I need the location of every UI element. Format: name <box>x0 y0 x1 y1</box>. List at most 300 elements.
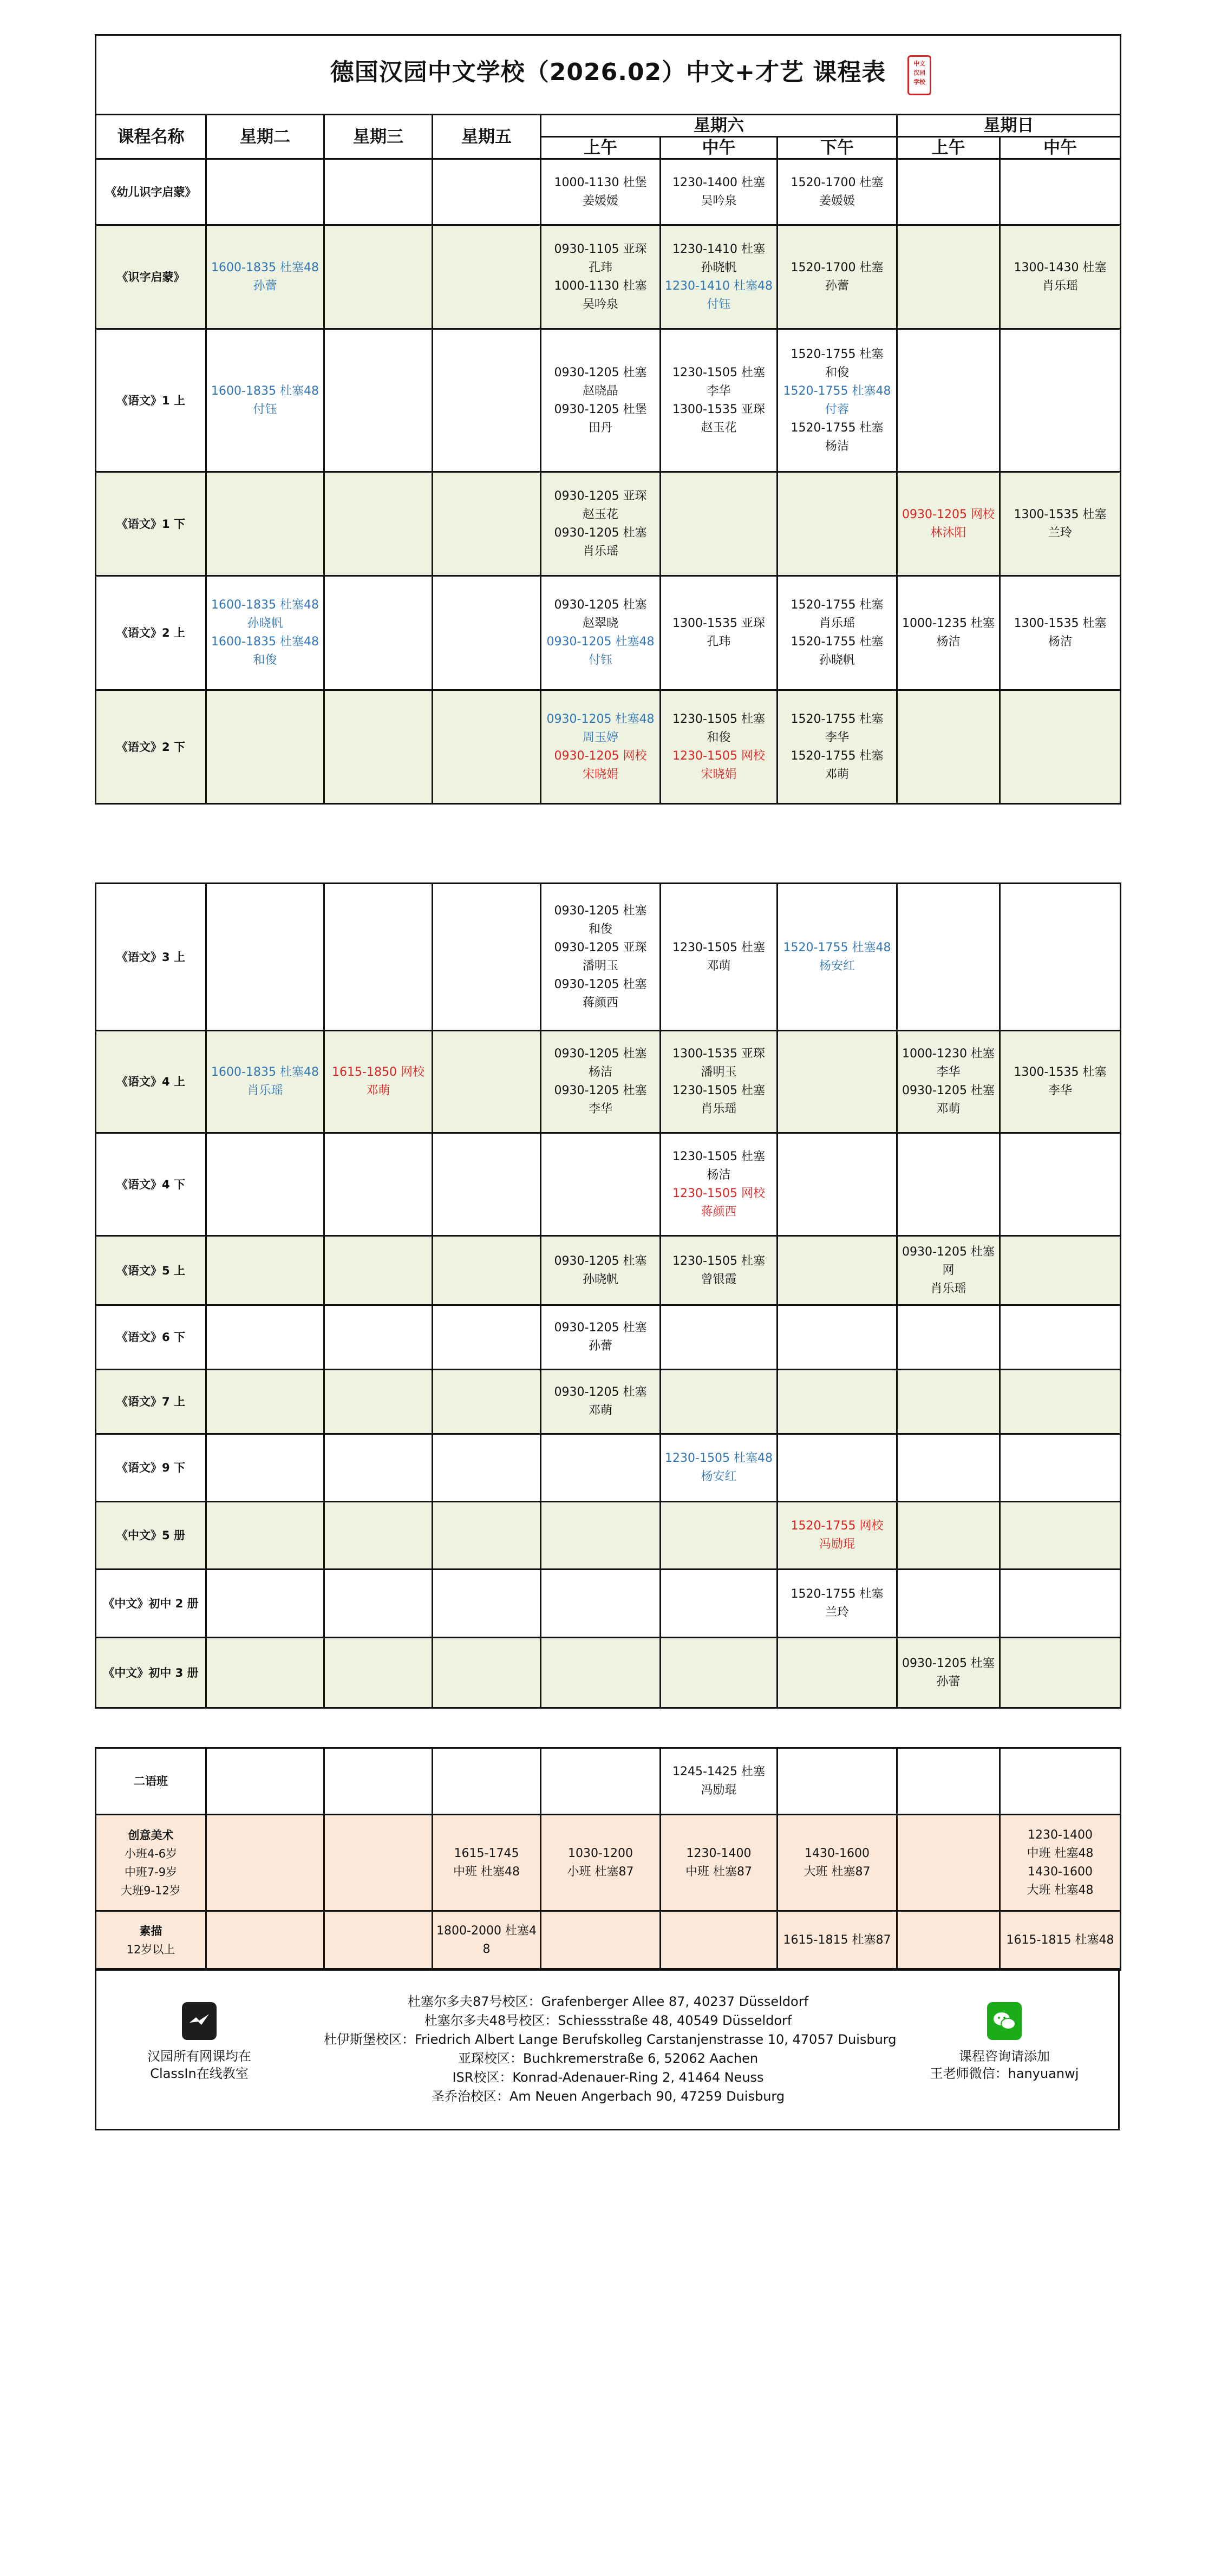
header-friday: 星期五 <box>433 115 541 159</box>
schedule-entry: 付钰 <box>707 297 731 311</box>
schedule-entry: 大班 杜塞87 <box>804 1865 871 1879</box>
schedule-cell <box>541 1502 661 1570</box>
schedule-entry: 邓萌 <box>936 1102 961 1116</box>
schedule-cell <box>206 329 324 472</box>
schedule-cell <box>541 1434 661 1502</box>
schedule-entry: 杨洁 <box>707 1168 731 1182</box>
schedule-cell <box>897 1133 1000 1236</box>
schedule-entry: 赵翠晓 <box>582 617 618 630</box>
schedule-entry: 1230-1505 杜塞 <box>672 1149 765 1163</box>
schedule-entry: 1520-1755 杜塞 <box>791 1587 884 1601</box>
schedule-entry: 0930-1205 网校 <box>902 507 995 521</box>
schedule-cell <box>897 1434 1000 1502</box>
course-name: 中班7-9岁 <box>124 1865 178 1879</box>
table-row <box>96 225 1121 329</box>
schedule-cell <box>541 1911 661 1970</box>
schedule-cell <box>433 1236 541 1305</box>
header-saturday: 星期六 <box>541 115 897 137</box>
course-name-cell <box>96 1236 206 1305</box>
schedule-entry: 周玉婷 <box>582 730 618 744</box>
schedule-cell <box>1000 1815 1121 1911</box>
schedule-entry: 冯励琨 <box>819 1538 855 1551</box>
schedule-cell <box>324 1638 433 1708</box>
schedule-cell <box>433 576 541 690</box>
schedule-entry: 曾银霞 <box>701 1272 737 1286</box>
schedule-entry: 0930-1205 杜塞 <box>554 977 647 991</box>
schedule-cell <box>324 472 433 576</box>
schedule-entry: 孙晓帆 <box>582 1272 618 1286</box>
schedule-entry: 肖乐瑶 <box>247 1084 283 1097</box>
header-course-name: 课程名称 <box>96 115 206 159</box>
schedule-cell <box>778 1434 897 1502</box>
schedule-entry: 1600-1835 杜塞48 <box>211 598 319 612</box>
schedule-cell <box>324 159 433 225</box>
schedule-cell <box>433 225 541 329</box>
schedule-entry: 李华 <box>825 730 849 744</box>
table-row <box>96 690 1121 804</box>
schedule-cell <box>206 1370 324 1434</box>
schedule-body-primary <box>96 159 1121 804</box>
schedule-cell <box>324 1370 433 1434</box>
table-row <box>96 1031 1121 1133</box>
schedule-entry: 0930-1205 杜塞 <box>554 1047 647 1061</box>
schedule-entry: 1520-1755 杜塞 <box>791 749 884 763</box>
schedule-body-arts <box>96 1748 1121 1970</box>
schedule-cell <box>661 1502 778 1570</box>
course-name-cell <box>96 1434 206 1502</box>
course-name-cell <box>96 159 206 225</box>
address-line: 亚琛校区：Buchkremerstraße 6, 52062 Aachen <box>458 2051 759 2066</box>
schedule-cell <box>1000 1638 1121 1708</box>
schedule-cell <box>1000 1133 1121 1236</box>
table-row <box>96 576 1121 690</box>
schedule-cell <box>324 1236 433 1305</box>
schedule-entry: 1520-1755 杜塞 <box>791 421 884 435</box>
course-name: 《语文》4 下 <box>116 1178 185 1191</box>
course-name: 《语文》2 上 <box>116 626 185 639</box>
schedule-cell <box>778 1133 897 1236</box>
schedule-cell <box>1000 576 1121 690</box>
schedule-entry: 1615-1850 网校 <box>332 1065 424 1079</box>
schedule-cell <box>541 884 661 1031</box>
schedule-cell <box>324 225 433 329</box>
course-name: 《幼儿识字启蒙》 <box>105 185 197 199</box>
schedule-entry: 1600-1835 杜塞48 <box>211 260 319 274</box>
schedule-cell <box>661 1638 778 1708</box>
schedule-cell <box>324 690 433 804</box>
schedule-entry: 孙晓帆 <box>819 653 855 667</box>
schedule-cell <box>324 1133 433 1236</box>
schedule-cell <box>206 1236 324 1305</box>
schedule-cell <box>778 690 897 804</box>
course-name: 《识字启蒙》 <box>116 270 185 284</box>
schedule-entry: 0930-1105 亚琛 <box>554 242 647 256</box>
schedule-cell <box>433 159 541 225</box>
schedule-entry: 杨洁 <box>825 439 849 453</box>
schedule-cell <box>778 1638 897 1708</box>
schedule-entry: 孙蕾 <box>936 1675 961 1689</box>
schedule-cell <box>433 1748 541 1815</box>
schedule-entry: 0930-1205 杜塞48 <box>546 635 655 649</box>
schedule-cell <box>433 1638 541 1708</box>
schedule-entry: 肖乐瑶 <box>701 1102 737 1116</box>
schedule-entry: 冯励琨 <box>701 1783 737 1797</box>
schedule-cell <box>897 884 1000 1031</box>
campus-address-list <box>324 1992 897 2106</box>
schedule-entry: 0930-1205 网校 <box>554 749 647 763</box>
schedule-entry: 1245-1425 杜塞 <box>672 1765 765 1779</box>
schedule-entry: 1520-1755 杜塞 <box>791 712 884 726</box>
course-name: 《语文》2 下 <box>116 740 185 754</box>
schedule-entry: 姜媛媛 <box>582 194 618 208</box>
table-row <box>96 472 1121 576</box>
schedule-cell <box>433 1133 541 1236</box>
course-name: 二语班 <box>134 1775 168 1788</box>
schedule-entry: 肖乐瑶 <box>930 1282 966 1296</box>
schedule-cell <box>206 1305 324 1370</box>
schedule-entry: 1230-1505 网校 <box>672 749 765 763</box>
schedule-entry: 1230-1410 杜塞 <box>672 242 765 256</box>
schedule-entry: 付钰 <box>253 402 277 416</box>
schedule-cell <box>324 1911 433 1970</box>
schedule-cell <box>661 1370 778 1434</box>
schedule-entry: 1230-1400 <box>686 1846 752 1860</box>
schedule-entry: 杨安红 <box>819 959 855 973</box>
schedule-entry: 潘明玉 <box>582 959 618 973</box>
course-name: 《语文》5 上 <box>116 1264 185 1277</box>
schedule-entry: 和俊 <box>253 653 277 667</box>
schedule-cell <box>206 472 324 576</box>
schedule-cell <box>897 690 1000 804</box>
schedule-entry: 1600-1835 杜塞48 <box>211 1065 319 1079</box>
schedule-entry: 赵玉花 <box>701 421 737 435</box>
schedule-cell <box>661 884 778 1031</box>
schedule-entry: 孙蕾 <box>253 279 277 293</box>
schedule-cell <box>661 1434 778 1502</box>
course-name: 《语文》3 上 <box>116 950 185 964</box>
schedule-cell <box>1000 225 1121 329</box>
schedule-cell <box>433 1031 541 1133</box>
schedule-entry: 潘明玉 <box>701 1065 737 1079</box>
schedule-entry: 1300-1535 亚琛 <box>672 617 765 630</box>
schedule-cell <box>206 1502 324 1570</box>
schedule-cell <box>206 1031 324 1133</box>
schedule-cell <box>324 884 433 1031</box>
schedule-entry: 中班 杜塞48 <box>1027 1846 1094 1860</box>
schedule-entry: 1615-1815 杜塞48 <box>1006 1933 1114 1947</box>
schedule-cell <box>778 1031 897 1133</box>
schedule-cell <box>206 1911 324 1970</box>
schedule-cell <box>661 159 778 225</box>
schedule-cell <box>778 1911 897 1970</box>
course-name: 素描 <box>139 1925 162 1938</box>
schedule-cell <box>897 225 1000 329</box>
schedule-cell <box>541 576 661 690</box>
schedule-entry: 邓萌 <box>588 1404 612 1417</box>
schedule-entry: 0930-1205 杜塞 <box>554 1254 647 1268</box>
schedule-cell <box>324 329 433 472</box>
schedule-cell <box>206 1638 324 1708</box>
schedule-cell <box>778 884 897 1031</box>
schedule-entry: 1230-1410 杜塞48 <box>665 279 773 293</box>
schedule-entry: 1000-1130 杜堡 <box>554 175 647 189</box>
schedule-entry: 1230-1505 杜塞 <box>672 1254 765 1268</box>
course-name-cell <box>96 690 206 804</box>
schedule-cell <box>206 159 324 225</box>
schedule-cell <box>1000 1305 1121 1370</box>
schedule-cell <box>778 576 897 690</box>
course-name-cell <box>96 472 206 576</box>
classin-app-icon <box>182 2002 217 2040</box>
schedule-entry: 肖乐瑶 <box>1042 279 1079 293</box>
schedule-entry: 0930-1205 杜塞48 <box>546 712 655 726</box>
header-sunday: 星期日 <box>897 115 1121 137</box>
schedule-cell <box>1000 159 1121 225</box>
course-name: 小班4-6岁 <box>124 1847 178 1860</box>
schedule-entry: 杨洁 <box>936 635 961 649</box>
schedule-cell <box>1000 884 1121 1031</box>
schedule-cell <box>433 472 541 576</box>
schedule-cell <box>661 472 778 576</box>
schedule-cell <box>433 329 541 472</box>
schedule-entry: 付蓉 <box>825 402 849 416</box>
schedule-entry: 邓萌 <box>825 767 849 781</box>
schedule-cell <box>1000 1031 1121 1133</box>
schedule-entry: 杨洁 <box>1048 635 1073 649</box>
schedule-cell <box>206 1570 324 1638</box>
schedule-entry: 1230-1400 <box>1028 1828 1093 1842</box>
schedule-cell <box>778 329 897 472</box>
schedule-cell <box>433 1502 541 1570</box>
schedule-entry: 林沐阳 <box>930 526 966 540</box>
course-name-cell <box>96 1748 206 1815</box>
schedule-entry: 宋晓娟 <box>582 767 618 781</box>
schedule-entry: 1230-1505 杜塞 <box>672 712 765 726</box>
schedule-cell <box>897 1370 1000 1434</box>
schedule-entry: 1520-1755 杜塞48 <box>783 384 891 398</box>
schedule-entry: 1615-1745 <box>454 1846 519 1860</box>
schedule-cell <box>206 1748 324 1815</box>
course-name: 《语文》4 上 <box>116 1075 185 1088</box>
course-name-cell <box>96 1370 206 1434</box>
schedule-cell <box>433 690 541 804</box>
schedule-entry: 1520-1755 杜塞 <box>791 598 884 612</box>
schedule-entry: 赵晓晶 <box>582 384 618 398</box>
schedule-cell <box>897 472 1000 576</box>
schedule-cell <box>324 1434 433 1502</box>
schedule-cell <box>661 1748 778 1815</box>
schedule-entry: 中班 杜塞87 <box>685 1865 752 1879</box>
schedule-entry: 邓萌 <box>707 959 731 973</box>
schedule-entry: 1600-1835 杜塞48 <box>211 384 319 398</box>
schedule-cell <box>541 690 661 804</box>
schedule-cell <box>661 1570 778 1638</box>
schedule-cell <box>541 1638 661 1708</box>
course-name-cell <box>96 884 206 1031</box>
schedule-entry: 兰玲 <box>1048 526 1073 540</box>
schedule-entry: 田丹 <box>588 421 612 435</box>
schedule-cell <box>206 884 324 1031</box>
header-wednesday: 星期三 <box>324 115 433 159</box>
schedule-cell <box>897 1815 1000 1911</box>
schedule-entry: 0930-1205 杜塞网 <box>902 1245 995 1277</box>
schedule-entry: 吴吟泉 <box>701 194 737 208</box>
schedule-cell <box>541 1305 661 1370</box>
schedule-entry: 1300-1430 杜塞 <box>1014 260 1107 274</box>
schedule-cell <box>661 576 778 690</box>
schedule-cell <box>778 159 897 225</box>
schedule-cell <box>897 329 1000 472</box>
schedule-cell <box>661 225 778 329</box>
schedule-cell <box>541 1748 661 1815</box>
schedule-cell <box>541 1236 661 1305</box>
header-sat-afternoon: 下午 <box>778 137 897 159</box>
schedule-entry: 0930-1205 杜塞 <box>554 526 647 540</box>
schedule-cell <box>897 1502 1000 1570</box>
table-row <box>96 329 1121 472</box>
schedule-cell <box>897 1911 1000 1970</box>
table-row <box>96 1815 1121 1911</box>
schedule-cell <box>541 1133 661 1236</box>
school-seal: 中文 汉园 学校 <box>907 55 931 95</box>
schedule-cell <box>1000 1748 1121 1815</box>
schedule-cell <box>661 690 778 804</box>
schedule-entry: 1300-1535 杜塞 <box>1014 507 1107 521</box>
schedule-entry: 孔玮 <box>588 260 612 274</box>
schedule-entry: 0930-1205 亚琛 <box>554 940 647 954</box>
table-row <box>96 884 1121 1031</box>
schedule-cell <box>433 1370 541 1434</box>
schedule-entry: 杨洁 <box>588 1065 612 1079</box>
footer-info <box>95 1968 1120 2130</box>
title-row <box>96 35 1121 115</box>
course-name-cell <box>96 1911 206 1970</box>
schedule-entry: 大班 杜塞48 <box>1027 1883 1094 1897</box>
schedule-entry: 邓萌 <box>366 1084 390 1097</box>
schedule-entry: 1520-1755 网校 <box>791 1519 884 1533</box>
schedule-entry: 1430-1600 <box>1028 1865 1093 1879</box>
schedule-cell <box>433 1434 541 1502</box>
schedule-cell <box>206 1434 324 1502</box>
schedule-cell <box>897 576 1000 690</box>
schedule-table-primary <box>95 34 1121 805</box>
schedule-entry: 1430-1600 <box>805 1846 870 1860</box>
schedule-entry: 0930-1205 杜堡 <box>554 402 647 416</box>
schedule-entry: 孙晓帆 <box>247 617 283 630</box>
schedule-entry: 1300-1535 亚琛 <box>672 1047 765 1061</box>
schedule-entry: 0930-1205 杜塞 <box>554 1321 647 1335</box>
schedule-entry: 1600-1835 杜塞48 <box>211 635 319 649</box>
schedule-entry: 李华 <box>1048 1084 1072 1097</box>
schedule-entry: 1030-1200 <box>568 1846 633 1860</box>
schedule-cell <box>778 1305 897 1370</box>
schedule-entry: 中班 杜塞48 <box>453 1865 520 1879</box>
schedule-entry: 0930-1205 杜塞 <box>554 598 647 612</box>
address-line: 杜塞尔多夫87号校区：Grafenberger Allee 87, 40237 Düsseldorf <box>407 1994 809 2009</box>
address-line: ISR校区：Konrad-Adenauer-Ring 2, 41464 Neuss <box>452 2070 764 2085</box>
schedule-entry: 小班 杜塞87 <box>567 1865 634 1879</box>
table-row <box>96 1748 1121 1815</box>
wechat-contact: 课程咨询请添加 王老师微信：hanyuanwj <box>923 2002 1086 2082</box>
schedule-cell <box>661 1911 778 1970</box>
schedule-cell <box>897 1570 1000 1638</box>
schedule-cell <box>206 1133 324 1236</box>
schedule-cell <box>778 1370 897 1434</box>
table-row <box>96 1305 1121 1370</box>
schedule-entry: 肖乐瑶 <box>819 617 855 630</box>
schedule-cell <box>1000 1370 1121 1434</box>
schedule-cell <box>778 1815 897 1911</box>
schedule-cell <box>324 1748 433 1815</box>
schedule-entry: 1230-1505 杜塞48 <box>665 1452 773 1465</box>
schedule-cell <box>433 1570 541 1638</box>
schedule-entry: 杨安红 <box>701 1470 737 1483</box>
schedule-entry: 0930-1205 杜塞 <box>902 1084 995 1097</box>
table-row <box>96 1911 1121 1970</box>
schedule-cell <box>1000 329 1121 472</box>
schedule-entry: 0930-1205 杜塞 <box>554 904 647 918</box>
schedule-cell <box>541 1570 661 1638</box>
schedule-entry: 付钰 <box>588 653 612 667</box>
schedule-cell <box>778 1236 897 1305</box>
schedule-entry: 李华 <box>707 384 731 398</box>
schedule-entry: 宋晓娟 <box>701 767 737 781</box>
schedule-entry: 赵玉花 <box>582 507 618 521</box>
course-name-cell <box>96 1133 206 1236</box>
course-name: 《中文》初中 2 册 <box>103 1597 199 1610</box>
table-row <box>96 159 1121 225</box>
schedule-entry: 1520-1755 杜塞 <box>791 635 884 649</box>
course-name: 12岁以上 <box>126 1943 175 1956</box>
schedule-cell <box>1000 472 1121 576</box>
schedule-entry: 孙蕾 <box>588 1339 612 1353</box>
table-row <box>96 1570 1121 1638</box>
schedule-cell <box>324 1305 433 1370</box>
schedule-body-advanced <box>96 884 1121 1708</box>
schedule-cell <box>541 329 661 472</box>
schedule-cell <box>778 1748 897 1815</box>
schedule-cell <box>433 1815 541 1911</box>
schedule-cell <box>778 472 897 576</box>
table-row <box>96 1370 1121 1434</box>
schedule-entry: 孙蕾 <box>825 279 849 293</box>
schedule-entry: 1615-1815 杜塞87 <box>783 1933 891 1947</box>
schedule-entry: 1300-1535 杜塞 <box>1014 1065 1107 1079</box>
schedule-entry: 0930-1205 杜塞 <box>554 365 647 380</box>
address-line: 圣乔治校区：Am Neuen Angerbach 90, 47259 Duisburg <box>431 2089 785 2104</box>
schedule-cell <box>206 690 324 804</box>
course-name-cell <box>96 1570 206 1638</box>
schedule-entry: 李华 <box>588 1102 612 1116</box>
schedule-cell <box>324 1570 433 1638</box>
schedule-cell <box>897 1638 1000 1708</box>
schedule-entry: 1230-1400 杜塞 <box>672 175 765 189</box>
address-line: 杜伊斯堡校区：Friedrich Albert Lange Berufskolleg Carstanjenstrasse 10, 47057 Duisburg <box>324 2032 897 2047</box>
schedule-entry: 1520-1700 杜塞 <box>791 175 884 189</box>
address-line: 杜塞尔多夫48号校区：Schiessstraße 48, 40549 Düsseldorf <box>424 2013 792 2028</box>
table-row <box>96 1236 1121 1305</box>
schedule-cell <box>206 225 324 329</box>
header-tuesday: 星期二 <box>206 115 324 159</box>
course-name: 《语文》6 下 <box>116 1331 185 1344</box>
course-name-cell <box>96 329 206 472</box>
schedule-entry: 蒋颜西 <box>701 1205 737 1219</box>
schedule-entry: 1000-1130 杜塞 <box>554 279 647 293</box>
header-sat-morning: 上午 <box>541 137 661 159</box>
schedule-entry: 1300-1535 亚琛 <box>672 402 765 416</box>
course-name: 《语文》9 下 <box>116 1461 185 1474</box>
schedule-entry: 和俊 <box>825 365 849 380</box>
